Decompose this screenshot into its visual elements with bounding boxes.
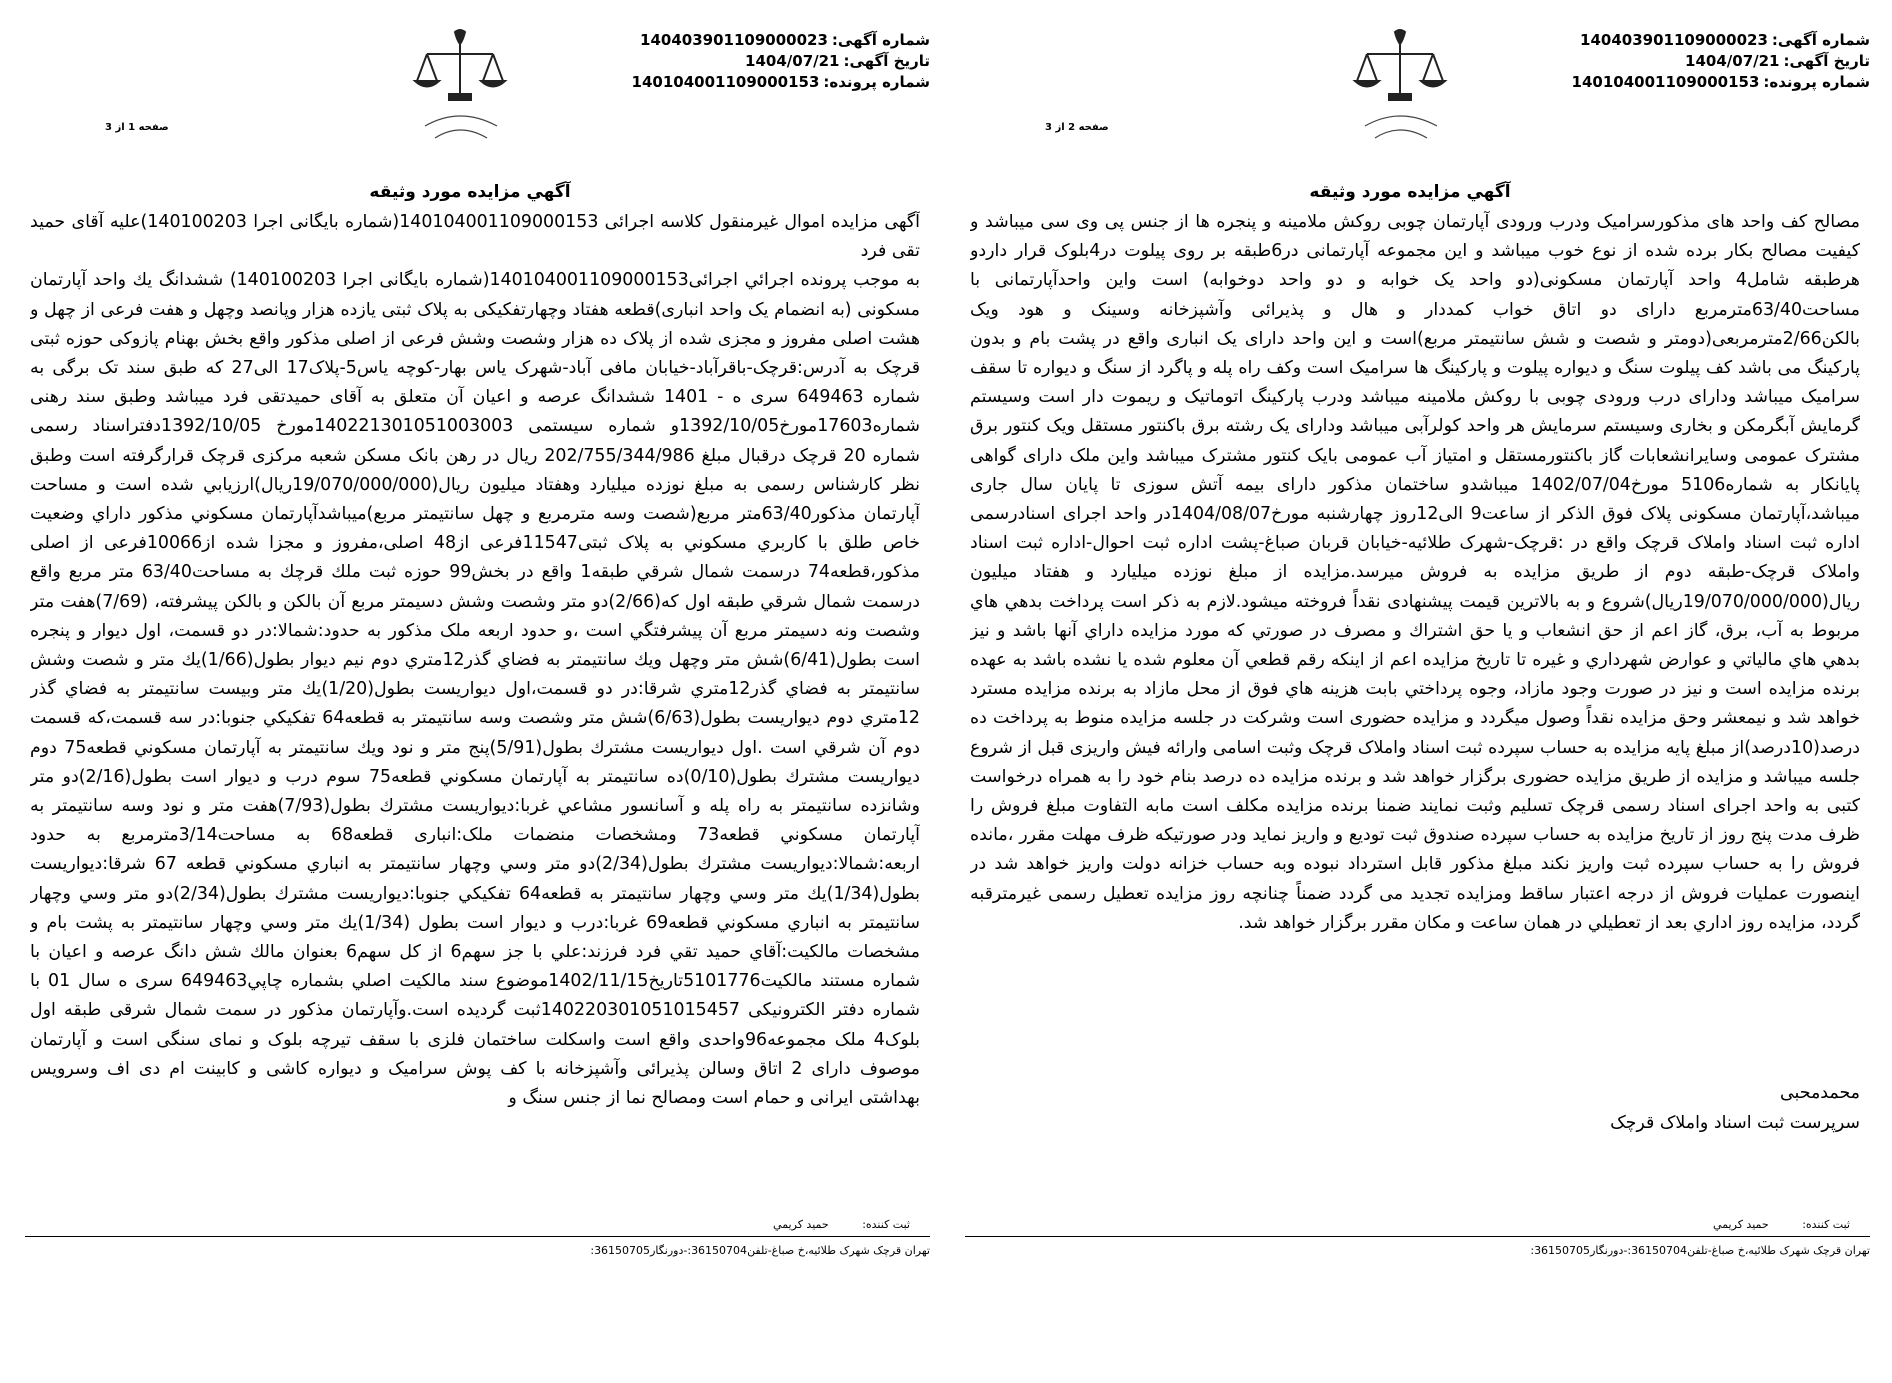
notice-page-1 [20, 0, 940, 1383]
notice-body-text: مصالح کف واحد های مذکورسرامیک ودرب ورودی آپارتمان چوبی روکش ملامینه و پنجره ها از جنس پی وی سی میباشد و کیفیت مصالح بکار برده شده از نوع خوب میباشد و این مجموعه آپارتمانی در6طبقه بر روی پیلوت در4بلوک قرار داردو هرطبقه شامل4 واحد آپارتمان مسکونی(دو واحد یک خوابه و دو واحد دوخوابه) است واین واحدآپارتمانی با مساحت63/40مترمربع دارای دو اتاق خواب کمددار و هال و پذیرائی وآشپزخانه وسینک و هود ویک بالکن2/66مترمربعی(دومتر و شصت و شش سانتیمتر مربع)است و این واحد دارای یک انباری واقع در پشت بام و بدون پارکینگ می باشد کف پیلوت سنگ و دیواره پیلوت و پارکینگ ها سرامیک است وکف راه پله و پاگرد از سنگ و دیواره تا سقف سرامیک میباشد ودارای درب ورودی چوبی با روکش ملامینه میباشد ودرب پارکینگ اتوماتیک و ریموت دار است وسیستم گرمایش آبگرمکن و بخاری وسیستم سرمایش هر واحد کولرآبی میباشد ودارای یک رشته برق باکنتور مستقل ویک کنتور برق مشترک عمومی وسایرانشعابات گاز باکنتورمستقل و امتیاز آب عمومی بایک کنتور مشترک میباشد واین ملک دارای گواهی پایانکار به شماره5106 مورخ1402/07/04 میباشدو ساختمان مذکور دارای بیمه آتش سوزی تا پایان سال جاری میباشد،آپارتمان مسکونی پلاک فوق الذکر از ساعت9 الی12روز چهارشنبه مورخ1404/08/07در واحد اجرای اسنادرسمی اداره ثبت اسناد واملاک قرچک واقع در :قرچک-شهرک طلائیه-خیابان قربان صباغ-پشت اداره ثبت احوال-اداره ثبت اسناد واملاک قرچک-طبقه دوم از طریق مزایده به فروش میرسد.مزایده از مبلغ نوزده میلیارد و هفتاد میلیون ریال(19/070/000/000ریال)شروع و به بالاترین قیمت پیشنهادی نقداً فروخته میشود.لازم به ذکر است پرداخت بدهي هاي مربوط به آب، برق، گاز اعم از حق انشعاب و يا حق اشتراك و مصرف در صورتي كه مورد مزايده داراي آنها باشد و نيز بدهي هاي مالياتي و عوارض شهرداري و غيره تا تاريخ مزايده اعم از اينكه رقم قطعي آن معلوم شده يا نشده باشد به عهده برنده مزايده است و نيز در صورت وجود مازاد، وجوه پرداختي بابت هزينه هاي فوق از محل مازاد به برنده مزايده مسترد خواهد شد و نیمعشر وحق مزایده نقداً وصول میگردد و مزایده حضوری است وشرکت در جلسه مزایده منوط به پرداخت ده درصد(10درصد)از مبلغ پایه مزایده به حساب سپرده ثبت اسناد واملاک قرچک وثبت اسامی وارائه فیش واریزی قبل از شروع جلسه میباشد و مزایده از طریق مزایده حضوری برگزار خواهد شد و برنده مزایده ده درصد بنام خود را به همراه درخواست کتبی به واحد اجرای اسناد رسمی قرچک تسلیم وثبت نمایند ضمنا برنده مزایده مکلف است مابه التفاوت مبلغ فروش را ظرف مدت پنج روز از تاریخ مزایده به حساب سپرده صندوق ثبت تودیع و واریز نماید ودر صورتیکه ظرف مهلت مقرر ،مانده فروش را به حساب سپرده ثبت واریز نکند مبلغ مذکور قابل استرداد نبوده وبه حساب خزانه دولت واریز خواهد شد در اینصورت عملیات فروش از درجه اعتبار ساقط ومزایده تجدید می گردد ضمناً چنانچه روز مزایده تعطیل رسمی غیرمترقبه گردد، مزایده روز اداري بعد از تعطيلي در همان ساعت و مكان مقرر برگزار خواهد شد. [970, 212, 1860, 933]
notice-title: آگهي مزايده مورد وثيقه [1309, 182, 1511, 202]
notice-date: 1404/07/21 [1685, 52, 1780, 70]
file-number-label: شماره پرونده: [1763, 73, 1870, 91]
notice-meta [1572, 30, 1870, 93]
registrar-label: ثبت کننده: [1802, 1218, 1850, 1231]
notice-page-2 [960, 0, 1880, 1383]
page-header [20, 22, 940, 152]
registrar-name: حميد كريمي [773, 1218, 829, 1231]
page-header [960, 22, 1880, 152]
file-number: 140104001109000153 [631, 73, 820, 91]
notice-closing: محمدمحبی سرپرست ثبت اسناد واملاک قرچک [1610, 1083, 1860, 1133]
registrar-line [773, 1218, 910, 1231]
office-address: تهران قرچک شهرک طلائیه،خ صباغ-تلفن36150704:-دورنگار36150705: [1530, 1244, 1870, 1257]
registrar-label: ثبت کننده: [862, 1218, 910, 1231]
notice-date-label: تاریخ آگهی: [1783, 52, 1870, 70]
notice-date: 1404/07/21 [745, 52, 840, 70]
notice-title: آگهي مزايده مورد وثيقه [369, 182, 571, 202]
notice-number: 140403901109000023 [640, 31, 828, 49]
office-address: تهران قرچک شهرک طلائیه،خ صباغ-تلفن36150704:-دورنگار36150705: [590, 1244, 930, 1257]
notice-meta [632, 30, 930, 93]
file-number: 140104001109000153 [1571, 73, 1760, 91]
page-number: صفحه 1 از 3 [105, 122, 169, 133]
notice-number-label: شماره آگهی: [831, 31, 930, 49]
registrar-name: حميد كريمي [1713, 1218, 1769, 1231]
notice-date-label: تاریخ آگهی: [843, 52, 930, 70]
footer-divider [965, 1236, 1870, 1237]
judiciary-emblem-icon [405, 26, 515, 146]
notice-number: 140403901109000023 [1580, 31, 1768, 49]
page-number: صفحه 2 از 3 [1045, 122, 1109, 133]
notice-body [970, 208, 1860, 1108]
file-number-label: شماره پرونده: [823, 73, 930, 91]
judiciary-emblem-icon [1345, 26, 1455, 146]
notice-body [30, 208, 920, 1208]
registrar-line [1713, 1218, 1850, 1231]
notice-body-text: آگهی مزایده اموال غیرمنقول کلاسه اجرائی 140104001109000153(شماره بایگانی اجرا 140100203)علیه آقای حمید تقی فرد به موجب پرونده اجرائي اجرائی140104001109000153(شماره بایگانی اجرا 140100203) ششدانگ يك واحد آپارتمان مسكونی (به انضمام یک واحد انباری)قطعه هفتاد وچهارتفکیکی به پلاک ثبتی یازده هزار وپانصد وچهل و هفت فرعی از چهل و هشت اصلی مفروز و مجزی شده از پلاک ده هزار وشصت وشش فرعی از اصلی مذکور واقع بخش بهنام پازوکی حوزه ثبتی قرچک به آدرس:قرچک-باقرآباد-خیابان مافی آباد-شهرک یاس بهار-کوچه یاس5-پلاک17 الی27 که طبق سند تک برگی به شماره 649463 سری ه - 1401 ششدانگ عرصه و اعیان آن متعلق به آقای حمیدتقی فرد میباشد وطبق سند رهنی شماره17603مورخ1392/10/05و شماره سیستمی 140221301051003003مورخ 1392/10/05دفتراسناد رسمی شماره 20 قرچک درقبال مبلغ 202/755/344/986 ریال در رهن بانک مسکن شعبه مرکزی قرچک قرارگرفته است وطبق نظر کارشناس رسمی به مبلغ نوزده میلیارد وهفتاد میلیون ريال(19/070/000/000ريال)ارزيابي شده است و مساحت آپارتمان مذكور63/40متر مربع(شصت وسه مترمربع و چهل سانتيمتر مربع)ميباشدآپارتمان مسكوني مذكور داراي وضعيت خاص طلق با كاربري مسكوني به پلاک ثبتی11547فرعی از48 اصلی،مفروز و مجزا شده از10066فرعی از اصلی مذکور،قطعه74 درسمت شمال شرقي طبقه1 واقع در بخش99 حوزه ثبت ملك قرچك به مساحت63/40 متر مربع واقع درسمت شمال شرقي طبقه اول كه(2/66)دو متر وشصت وشش دسيمتر مربع آن بالكن و بالكن پيشرفته، (7/69)هفت متر وشصت ونه دسيمتر مربع آن پيشرفتگي است ،و حدود اربعه ملک مذکور به حدود:شمالا:در دو قسمت، اول ديوار و پنجره است بطول(6/41)شش متر وچهل ويك سانتيمتر به فضاي گذر12متري دوم نيم ديوار بطول(1/66)يك متر و شصت وشش سانتيمتر به فضاي گذر12متري شرقا:در دو قسمت،اول ديواريست بطول(1/20)يك متر وبيست سانتيمتر به فضاي گذر 12متري دوم ديواريست بطول(6/63)شش متر وشصت وسه سانتيمتر به قطعه64 تفكيكي جنوبا:در سه قسمت،كه قسمت دوم آن شرقي است .اول ديواريست مشترك بطول(5/91)پنج متر و نود ويك سانتيمتر به آپارتمان مسكوني قطعه75 دوم ديواريست مشترك بطول(0/10)ده سانتيمتر به آپارتمان مسكوني قطعه75 سوم درب و ديوار است بطول(2/16)دو متر وشانزده سانتيمتر به راه پله و آسانسور مشاعي غربا:ديواريست مشترك بطول(7/93)هفت متر و نود وسه سانتيمتر به آپارتمان مسكوني قطعه73 ومشخصات منضمات ملک:انباری قطعه68 به مساحت3/14مترمربع به حدود اربعه:شمالا:ديواريست مشترك بطول(2/34)دو متر وسي وچهار سانتيمتر به انباري مسكوني قطعه 67 شرقا:ديواريست بطول(1/34)يك متر وسي وچهار سانتيمتر به قطعه64 تفكيكي جنوبا:ديواريست مشترك بطول(2/34)دو متر وسي وچهار سانتيمتر به انباري مسكوني قطعه69 غربا:درب و ديوار است بطول (1/34)يك متر وسي وچهار سانتيمتر به پشت بام و مشخصات مالکیت:آقاي حميد تقي فرد فرزند:علي با جز سهم6 از كل سهم6 بعنوان مالك شش دانگ عرصه و اعيان با شماره مستند مالكيت5101776تاريخ1402/11/15موضوع سند مالكيت اصلي بشماره چاپي649463 سری ه سال 01 با شماره دفتر الکترونیکی 140220301051015457ثبت گردیده است.وآپارتمان مذکور در سمت شمال شرقی طبقه اول بلوک4 ملک مجموعه96واحدی واقع است واسکلت ساختمان فلزی با سقف تیرچه بلوک و نمای سنگی است و آپارتمان موصوف دارای 2 اتاق وسالن پذیرائی وآشپزخانه با کف پوش سرامیک و دیواره کاشی و کابینت ام دی اف وسرویس بهداشتی ایرانی و حمام است ومصالح نما از جنس سنگ و [30, 212, 920, 1109]
footer-divider [25, 1236, 930, 1237]
notice-number-label: شماره آگهی: [1771, 31, 1870, 49]
